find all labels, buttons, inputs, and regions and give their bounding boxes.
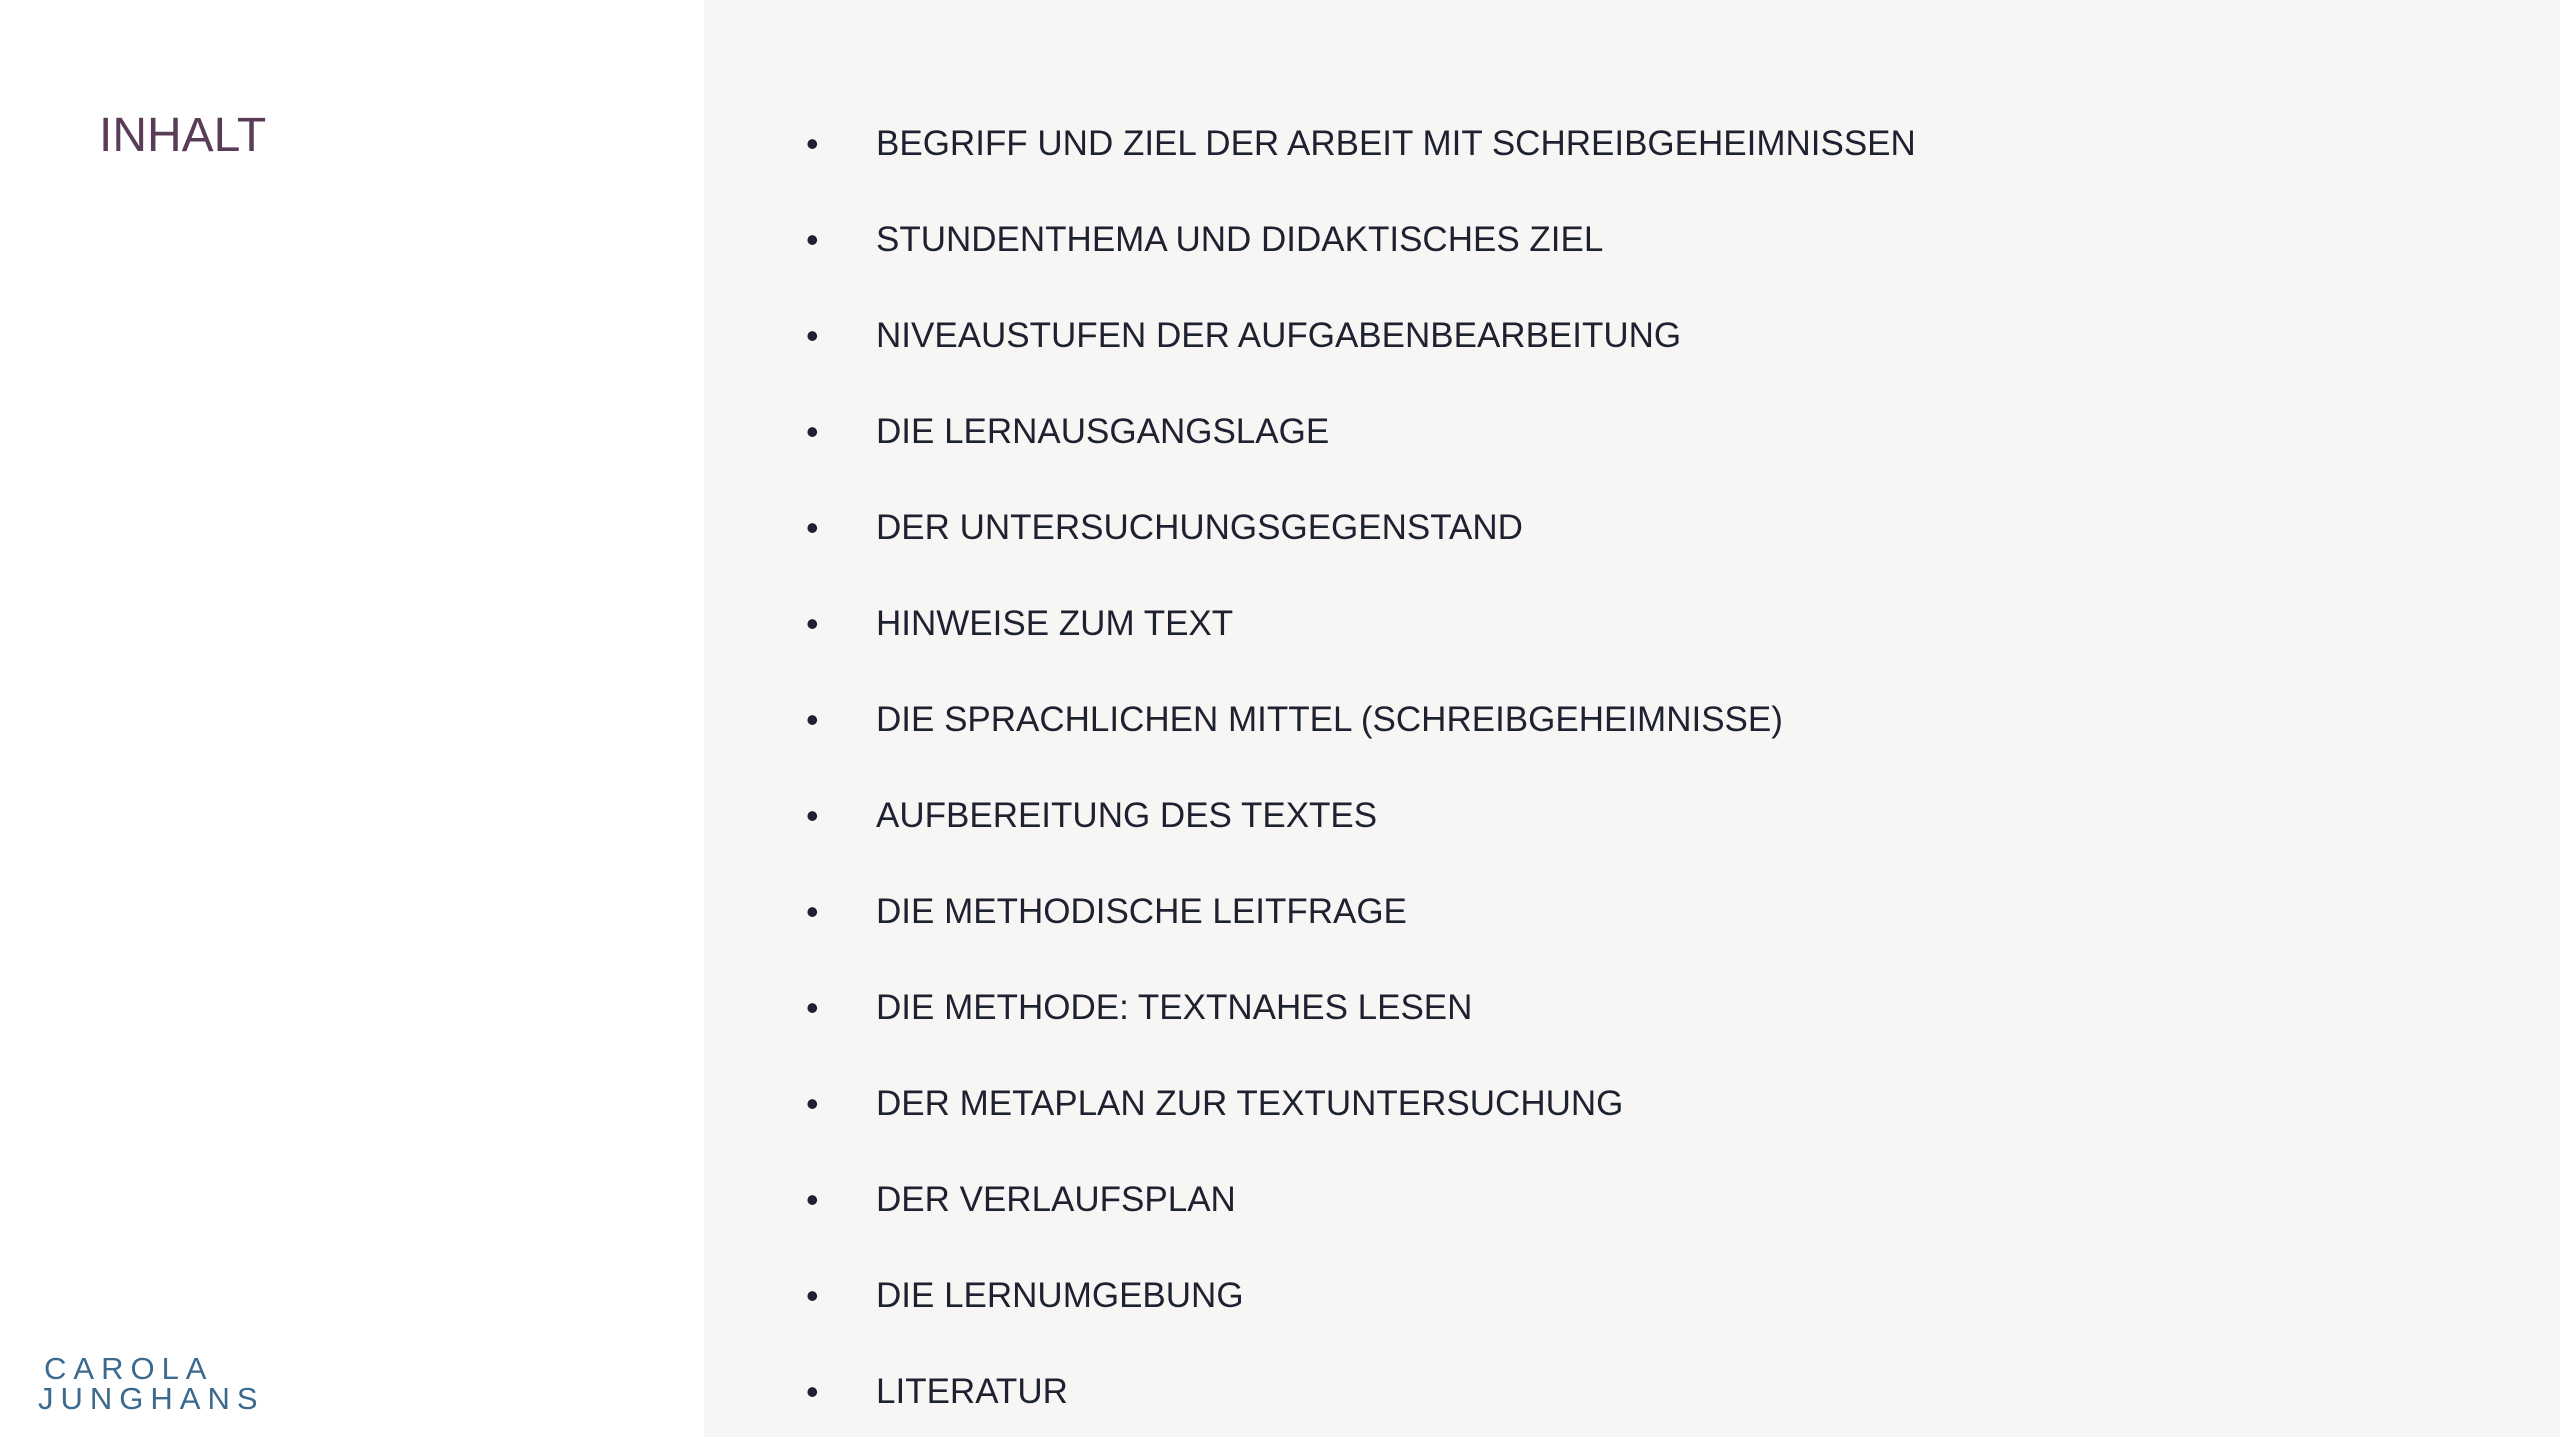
bullet-icon: • <box>806 1275 819 1316</box>
toc-item-label: NIVEAUSTUFEN DER AUFGABENBEARBEITUNG <box>876 316 1682 355</box>
toc-item <box>806 672 1916 768</box>
toc-item <box>806 576 1916 672</box>
toc-item-label: DIE LERNUMGEBUNG <box>876 1276 1244 1315</box>
table-of-contents <box>806 96 1916 1437</box>
toc-item-label: DER METAPLAN ZUR TEXTUNTERSUCHUNG <box>876 1084 1624 1123</box>
toc-item <box>806 480 1916 576</box>
toc-item-label: DIE SPRACHLICHEN MITTEL (SCHREIBGEHEIMNISSE) <box>876 700 1783 739</box>
bullet-icon: • <box>806 1083 819 1124</box>
logo-line-2: JUNGHANS <box>38 1381 265 1416</box>
bullet-icon: • <box>806 1179 819 1220</box>
toc-item <box>806 384 1916 480</box>
bullet-icon: • <box>806 123 819 164</box>
toc-item-label: HINWEISE ZUM TEXT <box>876 604 1234 643</box>
toc-item <box>806 192 1916 288</box>
toc-item <box>806 864 1916 960</box>
toc-item <box>806 960 1916 1056</box>
bullet-icon: • <box>806 411 819 452</box>
bullet-icon: • <box>806 603 819 644</box>
toc-item <box>806 96 1916 192</box>
brand-logo <box>38 1351 265 1416</box>
left-panel <box>0 0 704 1437</box>
toc-item-label: DER VERLAUFSPLAN <box>876 1180 1236 1219</box>
bullet-icon: • <box>806 891 819 932</box>
bullet-icon: • <box>806 699 819 740</box>
bullet-icon: • <box>806 315 819 356</box>
toc-item <box>806 1248 1916 1344</box>
toc-item <box>806 1152 1916 1248</box>
toc-item <box>806 288 1916 384</box>
toc-item-label: AUFBEREITUNG DES TEXTES <box>876 796 1378 835</box>
toc-item <box>806 1056 1916 1152</box>
toc-item-label: DIE METHODE: TEXTNAHES LESEN <box>876 988 1473 1027</box>
toc-item-label: LITERATUR <box>876 1372 1068 1411</box>
page-title: INHALT <box>99 109 267 162</box>
bullet-icon: • <box>806 795 819 836</box>
toc-item-label: DIE METHODISCHE LEITFRAGE <box>876 892 1407 931</box>
logo-line-1: CAROLA <box>44 1351 214 1386</box>
toc-item-label: BEGRIFF UND ZIEL DER ARBEIT MIT SCHREIBGEHEIMNISSEN <box>876 124 1916 163</box>
toc-item-label: DER UNTERSUCHUNGSGEGENSTAND <box>876 508 1523 547</box>
toc-item <box>806 768 1916 864</box>
bullet-icon: • <box>806 507 819 548</box>
toc-item <box>806 1344 1916 1437</box>
bullet-icon: • <box>806 987 819 1028</box>
bullet-icon: • <box>806 1371 819 1412</box>
toc-item-label: STUNDENTHEMA UND DIDAKTISCHES ZIEL <box>876 220 1604 259</box>
toc-item-label: DIE LERNAUSGANGSLAGE <box>876 412 1330 451</box>
bullet-icon: • <box>806 219 819 260</box>
